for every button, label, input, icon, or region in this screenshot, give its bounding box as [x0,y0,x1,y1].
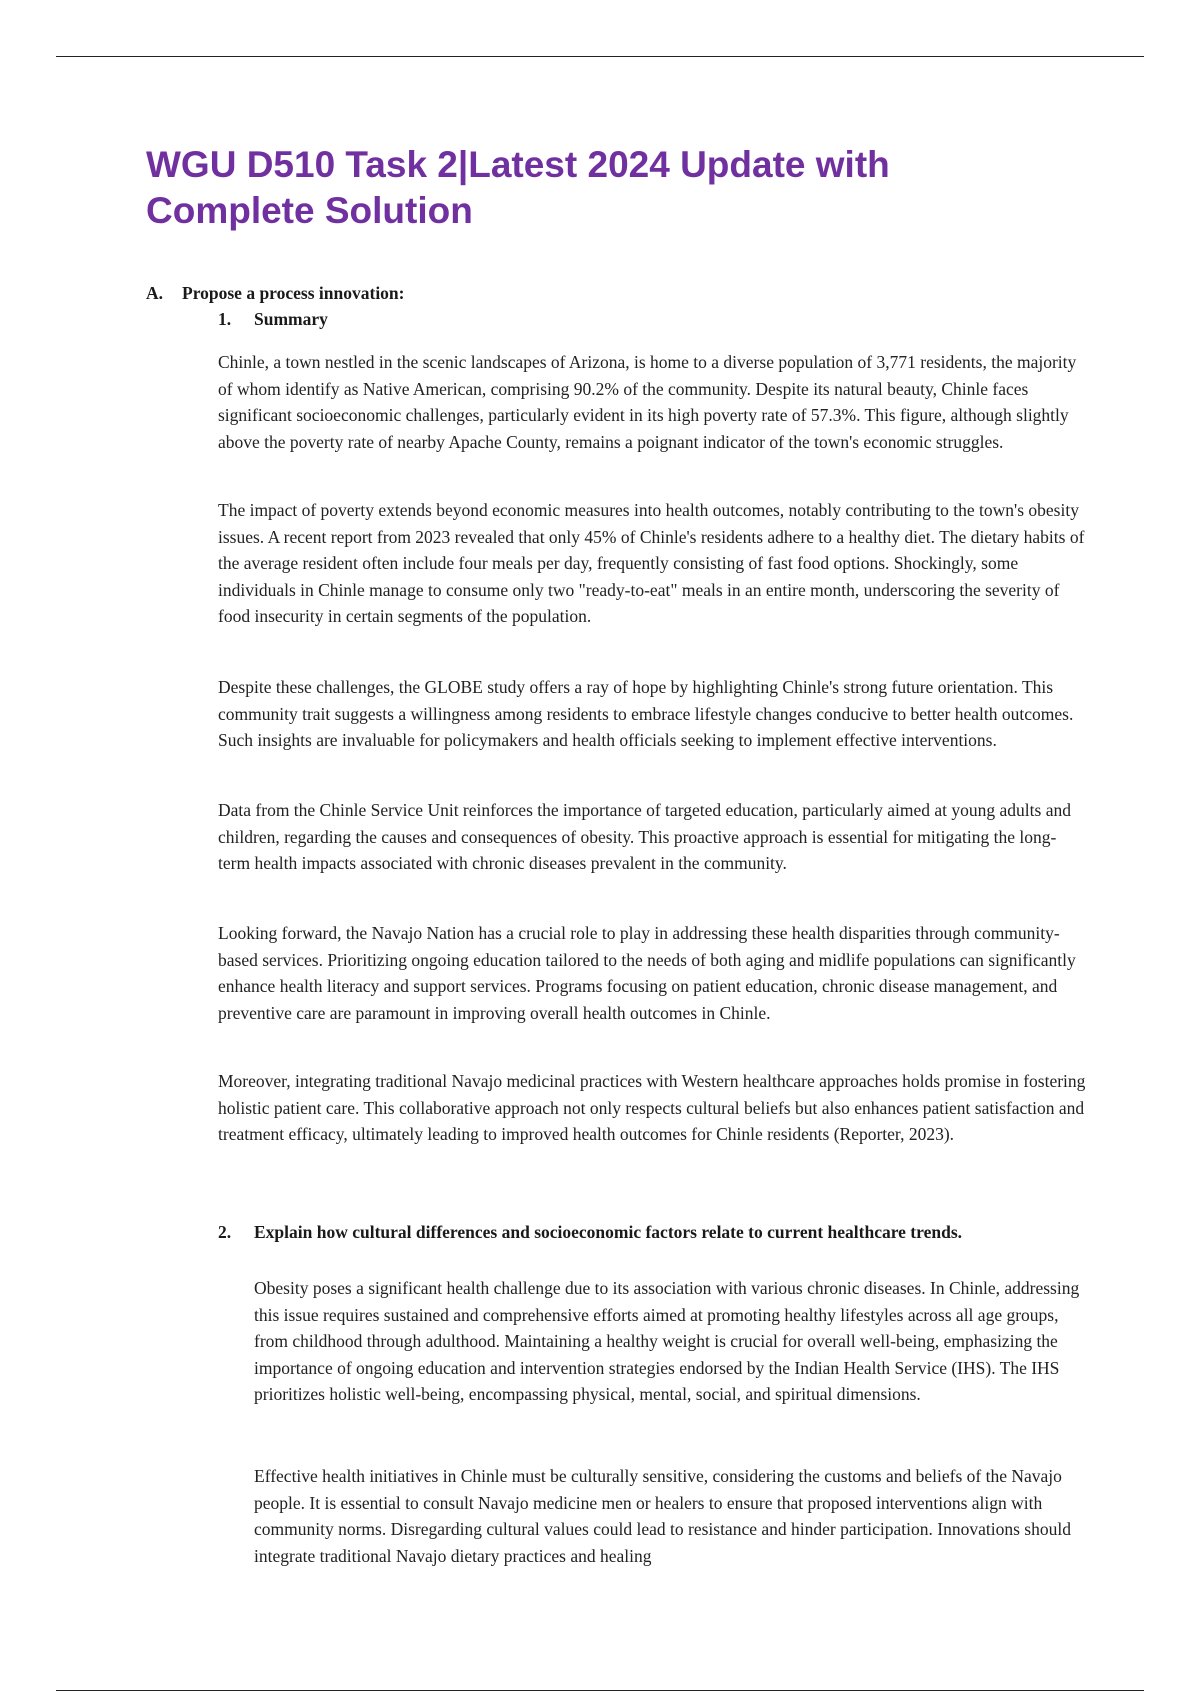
summary-paragraph-2: The impact of poverty extends beyond economic measures into health outcomes, notably contributing to the town's obesity issues. A recent report from 2023 revealed that only 45% of Chinle's residents adhere to a healthy diet. The dietary habits of the average resident often include four meals per day, frequently consisting of fast food options. Shockingly, some individuals in Chinle manage to consume only two "ready-to-eat" meals in an entire month, underscoring the severity of food insecurity in certain segments of the population. [218,500,1085,626]
section-a-number: A. [146,283,164,303]
subsection-2-title: Explain how cultural differences and socioeconomic factors relate to current healthcare trends. [254,1222,963,1242]
trends-paragraph-2: Effective health initiatives in Chinle must be culturally sensitive, considering the customs and beliefs of the Navajo people. It is essential to consult Navajo medicine men or healers to ensure that proposed interventions align with community norms. Disregarding cultural values could lead to resistance and hinder participation. Innovations should integrate traditional Navajo dietary practices and healing [254,1466,1071,1566]
section-a-title: Propose a process innovation: [182,283,405,303]
subsection-1-number: 1. [218,309,232,329]
summary-paragraph-3: Despite these challenges, the GLOBE study offers a ray of hope by highlighting Chinle's strong future orientation. This community trait suggests a willingness among residents to embrace lifestyle changes conducive to better health outcomes. Such insights are invaluable for policymakers and health officials seeking to implement effective interventions. [218,677,1074,750]
summary-paragraph-5: Looking forward, the Navajo Nation has a crucial role to play in addressing these health disparities through community-based services. Prioritizing ongoing education tailored to the needs of both aging and midlife populations can significantly enhance health literacy and support services. Programs focusing on patient education, chronic disease management, and preventive care are paramount in improving overall health outcomes in Chinle. [218,923,1076,1023]
subsection-2-heading [218,1220,962,1244]
summary-paragraph-1: Chinle, a town nestled in the scenic landscapes of Arizona, is home to a diverse population of 3,771 residents, the majority of whom identify as Native American, comprising 90.2% of the community. Despite its natural beauty, Chinle faces significant socioeconomic challenges, particularly evident in its high poverty rate of 57.3%. This figure, although slightly above the poverty rate of nearby Apache County, remains a poignant indicator of the town's economic struggles. [218,352,1077,452]
subsection-1-title: Summary [254,309,328,329]
bottom-rule [56,1690,1144,1691]
summary-paragraph-4: Data from the Chinle Service Unit reinforces the importance of targeted education, particularly aimed at young adults and children, regarding the causes and consequences of obesity. This proactive approach is essential for mitigating the long-term health impacts associated with chronic diseases prevalent in the community. [218,800,1071,873]
subsection-1-heading [218,307,328,331]
trends-paragraph-1: Obesity poses a significant health challenge due to its association with various chronic diseases. In Chinle, addressing this issue requires sustained and comprehensive efforts aimed at promoting healthy lifestyles across all age groups, from childhood through adulthood. Maintaining a healthy weight is crucial for overall well-being, emphasizing the importance of ongoing education and intervention strategies endorsed by the Indian Health Service (IHS). The IHS prioritizes holistic well-being, encompassing physical, mental, social, and spiritual dimensions. [254,1278,1080,1404]
subsection-2-number: 2. [218,1222,232,1242]
summary-paragraph-6: Moreover, integrating traditional Navajo medicinal practices with Western healthcare approaches holds promise in fostering holistic patient care. This collaborative approach not only respects cultural beliefs but also enhances patient satisfaction and treatment efficacy, ultimately leading to improved health outcomes for Chinle residents (Reporter, 2023). [218,1071,1086,1144]
top-rule [56,56,1144,57]
title-line-2: Complete Solution [146,190,473,231]
section-a-heading [146,281,405,305]
document-title [146,142,1046,234]
title-line-1: WGU D510 Task 2|Latest 2024 Update with [146,144,890,185]
